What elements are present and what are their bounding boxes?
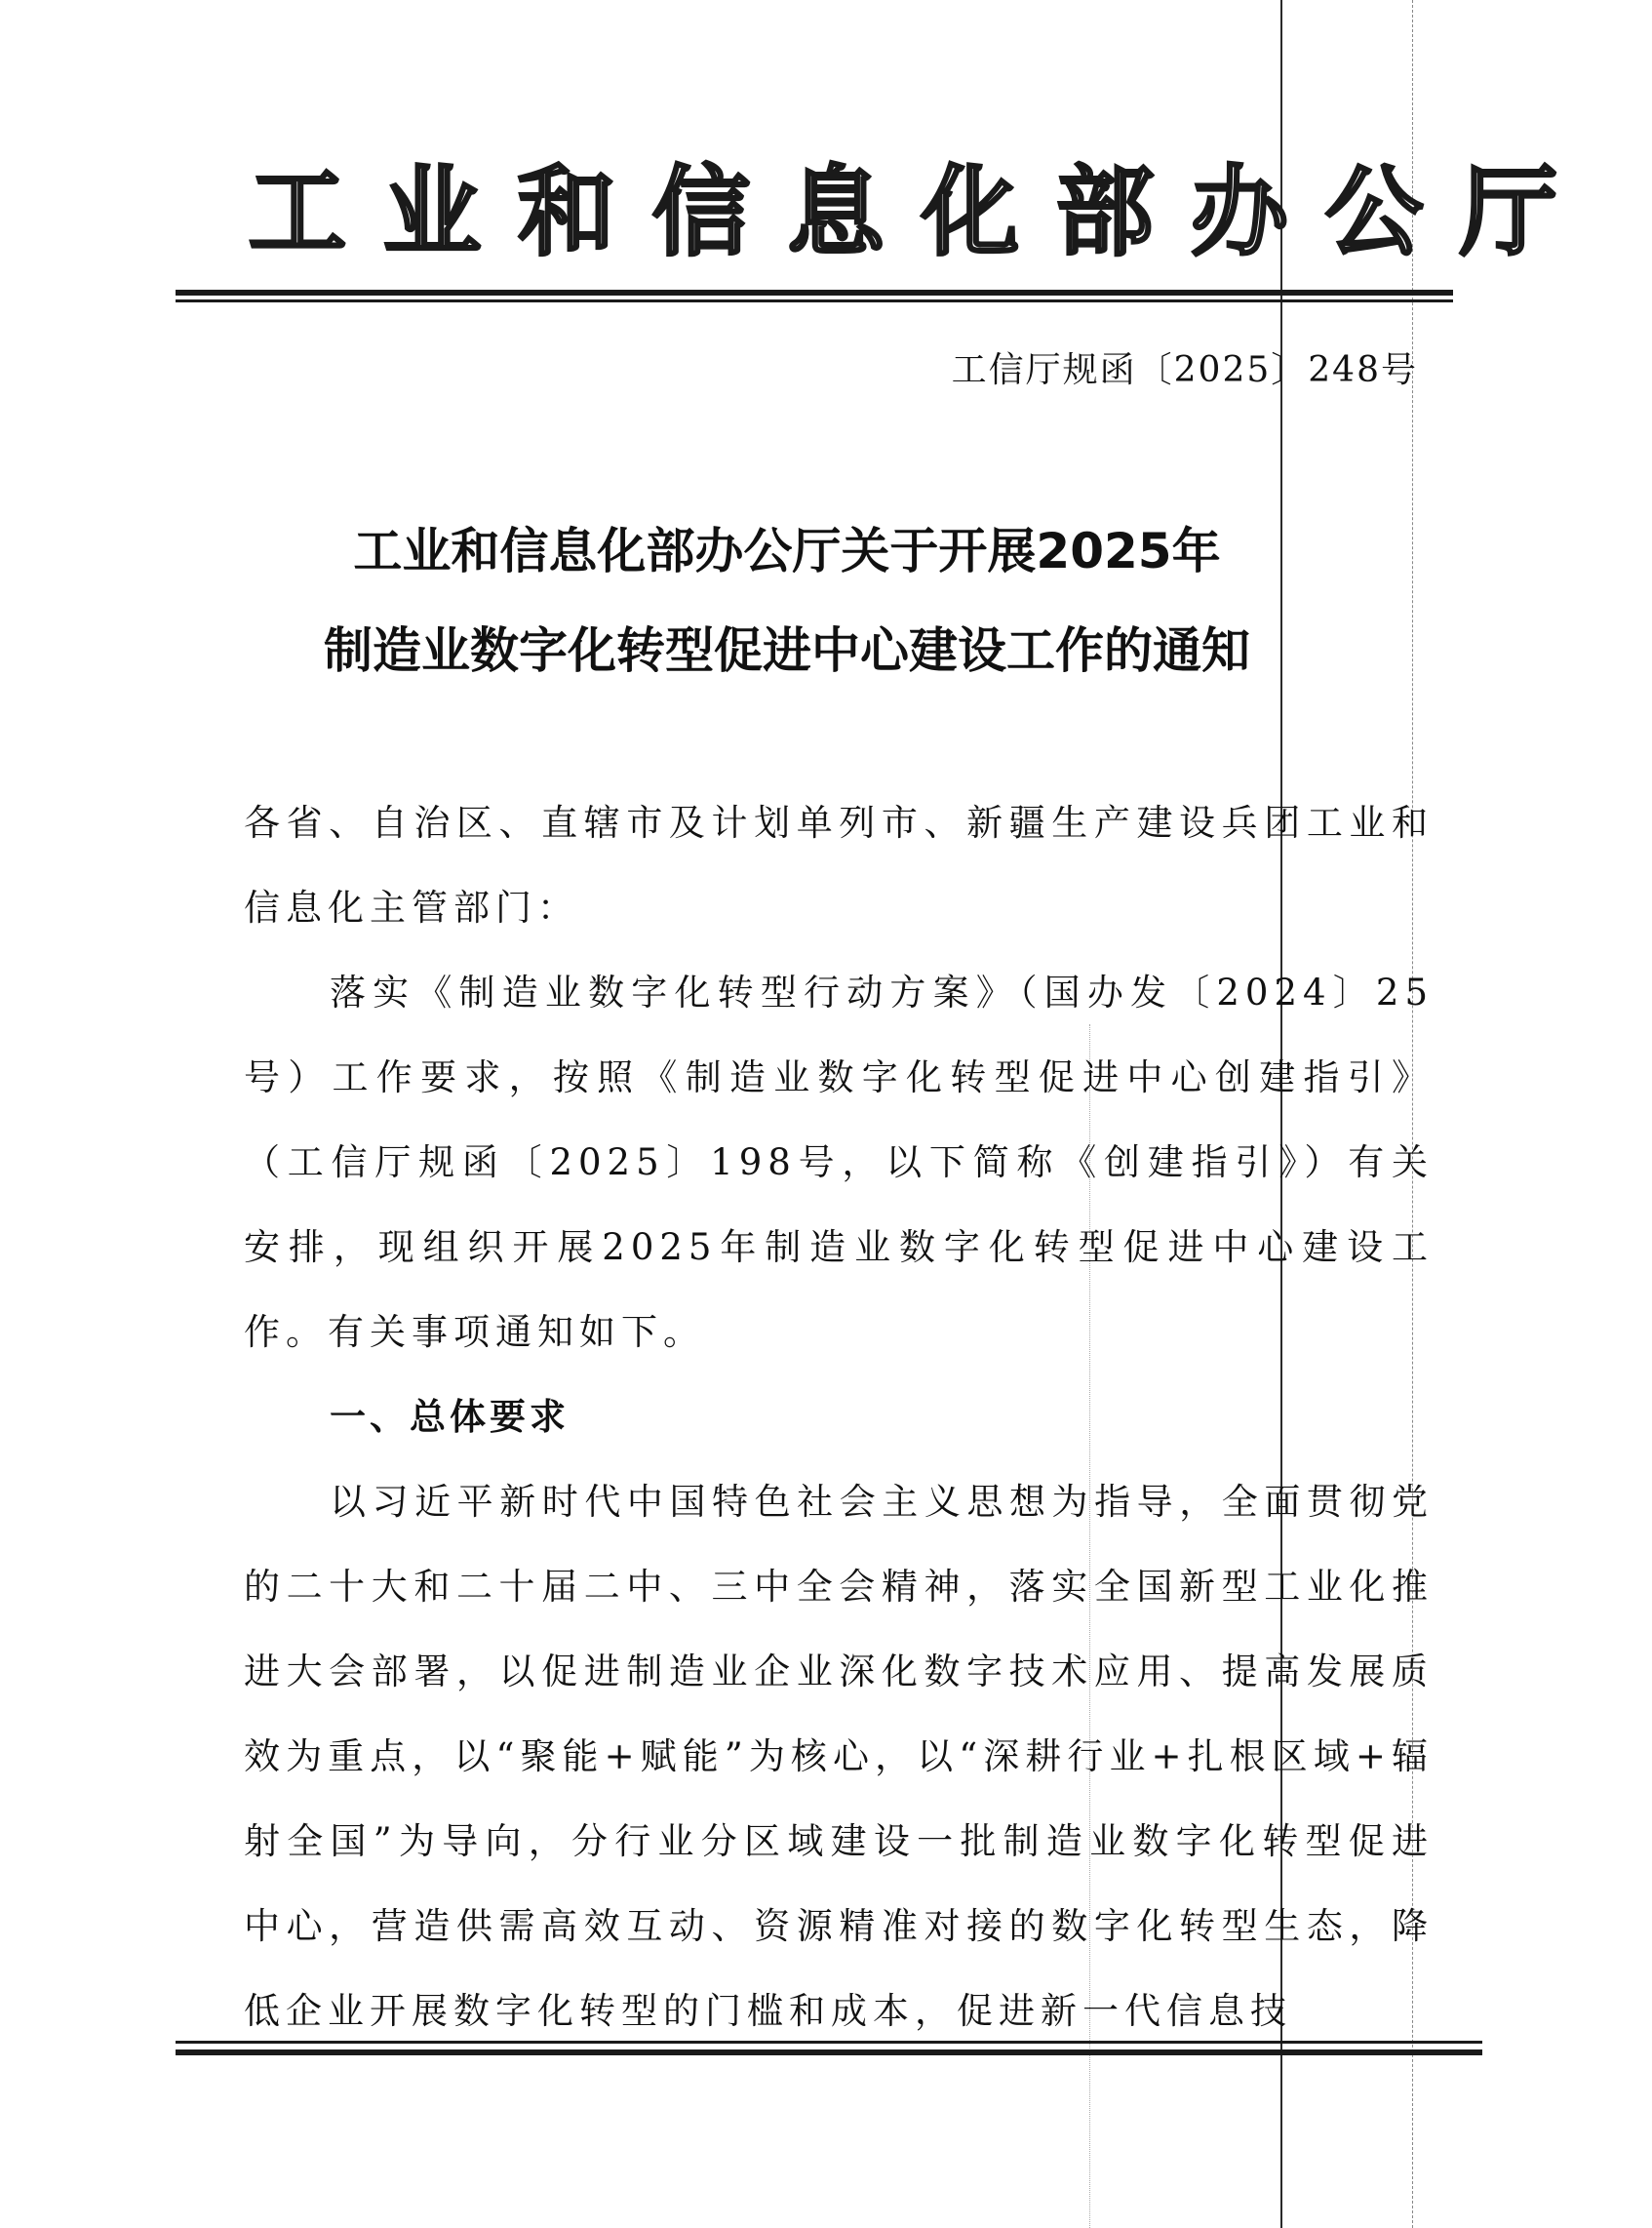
document-title-line-1: 工业和信息化部办公厅关于开展2025年: [353, 523, 1221, 579]
paragraph: 落实《制造业数字化转型行动方案》（国办发〔2024〕25号）工作要求，按照《制造业数字化转型促进中心创建指引》（工信厅规函〔2025〕198号，以下简称《创建指引》）有关安排，现组织开展2025年制造业数字化转型促进中心建设工作。有关事项通知如下。: [244, 972, 1434, 1353]
letterhead-rule: [176, 290, 1453, 296]
document-number: 工信厅规函〔2025〕248号: [951, 350, 1418, 390]
addressee: 各省、自治区、直辖市及计划单列市、新疆生产建设兵团工业和信息化主管部门：: [244, 802, 1434, 929]
letterhead-org-name: 工业和信息化部办公厅: [249, 155, 1594, 269]
section-heading: 一、总体要求: [330, 1396, 570, 1438]
paragraph: 以习近平新时代中国特色社会主义思想为指导，全面贯彻党的二十大和二十届二中、三中全会精神，落实全国新型工业化推进大会部署，以促进制造业企业深化数字技术应用、提高发展质效为重点，以“聚能+赋能”为核心，以“深耕行业+扎根区域+辐射全国”为导向，分行业分区域建设一批制造业数字化转型促进中心，营造供需高效互动、资源精准对接的数字化转型生态，降低企业开展数字化转型的门槛和成本，促进新一代信息技: [244, 1481, 1434, 2032]
document-body: [244, 780, 1434, 2053]
footer-rule: [176, 2041, 1482, 2044]
document-title-line-2: 制造业数字化转型促进中心建设工作的通知: [324, 622, 1250, 679]
footer-rule-thick: [176, 2049, 1482, 2055]
letterhead-rule-thin: [176, 299, 1453, 302]
